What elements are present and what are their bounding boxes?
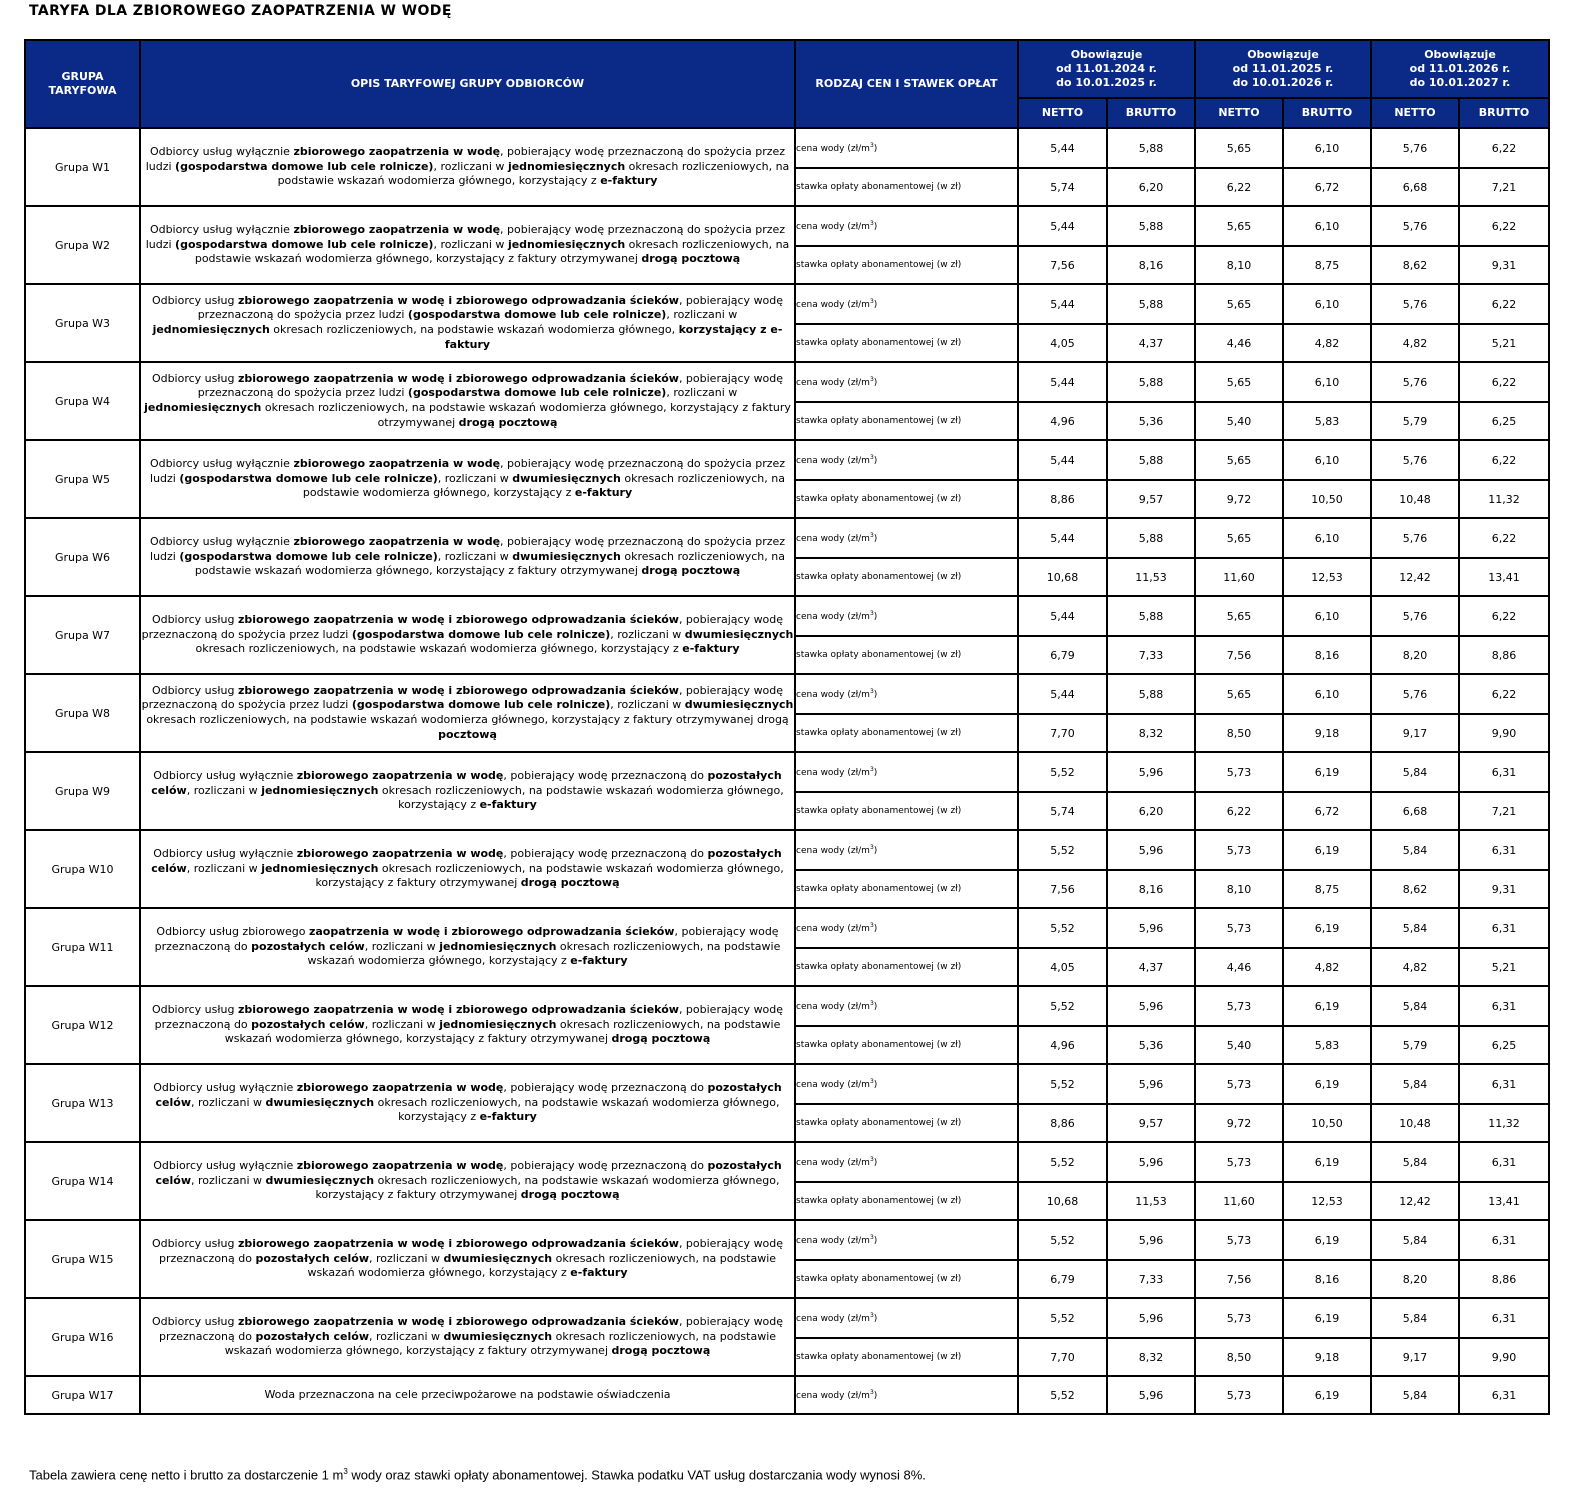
water-price-brutto: 6,31 (1459, 986, 1549, 1026)
rate-label-water: cena wody $(zł/m^3)$ (795, 674, 1018, 714)
water-price-brutto: 6,31 (1459, 830, 1549, 870)
rate-label-subscription: stawka opłaty abonamentowej (w zł) (795, 402, 1018, 440)
subscription-fee-netto: 8,50 (1195, 1338, 1283, 1376)
water-price-brutto: 6,31 (1459, 1298, 1549, 1338)
water-price-brutto: 6,19 (1283, 1220, 1371, 1260)
table-row (25, 1298, 1549, 1338)
water-price-brutto: 6,10 (1283, 206, 1371, 246)
group-description: Odbiorcy usług wyłącznie zbiorowego zaopatrzenia w wodę, pobierający wodę przeznaczoną do pozostałych celów, rozliczani w dwumiesięcznych okresach rozliczeniowych, na podstawie wskazań wodomierza głównego, korzystający z e-faktury (140, 1064, 795, 1142)
rate-label-water: cena wody $(zł/m^3)$ (795, 752, 1018, 792)
subscription-fee-netto: 6,68 (1371, 792, 1459, 830)
water-price-netto: 5,73 (1195, 1298, 1283, 1338)
subscription-fee-brutto: 11,32 (1459, 1104, 1549, 1142)
table-row (25, 830, 1549, 870)
table-row (25, 1220, 1549, 1260)
rate-label-subscription: stawka opłaty abonamentowej (w zł) (795, 792, 1018, 830)
water-price-netto: 5,84 (1371, 752, 1459, 792)
group-description: Odbiorcy usług wyłącznie zbiorowego zaopatrzenia w wodę, pobierający wodę przeznaczoną do pozostałych celów, rozliczani w dwumiesięcznych okresach rozliczeniowych, na podstawie wskazań wodomierza głównego, korzystający z faktury otrzymywanej drogą pocztową (140, 1142, 795, 1220)
subscription-fee-brutto: 8,16 (1283, 1260, 1371, 1298)
water-price-brutto: 5,96 (1107, 1220, 1195, 1260)
subscription-fee-netto: 4,46 (1195, 948, 1283, 986)
table-row (25, 674, 1549, 714)
tariff-group-label: Grupa W13 (25, 1064, 140, 1142)
header-netto: NETTO (1195, 98, 1283, 128)
subscription-fee-brutto: 10,50 (1283, 480, 1371, 518)
water-price-brutto: 6,31 (1459, 1376, 1549, 1414)
header-rate-type: RODZAJ CEN I STAWEK OPŁAT (795, 40, 1018, 128)
water-price-netto: 5,76 (1371, 518, 1459, 558)
header-brutto: BRUTTO (1283, 98, 1371, 128)
subscription-fee-brutto: 6,72 (1283, 168, 1371, 206)
group-description: Odbiorcy usług wyłącznie zbiorowego zaopatrzenia w wodę, pobierający wodę przeznaczoną do spożycia przez ludzi (gospodarstwa domowe lub cele rolnicze), rozliczani w dwumiesięcznych okresach rozliczeniowych, na podstawie wodomierza głównego, korzystający z e-faktury (140, 440, 795, 518)
subscription-fee-netto: 4,96 (1018, 1026, 1107, 1064)
subscription-fee-netto: 6,68 (1371, 168, 1459, 206)
subscription-fee-netto: 9,17 (1371, 1338, 1459, 1376)
subscription-fee-netto: 5,74 (1018, 168, 1107, 206)
water-price-netto: 5,52 (1018, 1220, 1107, 1260)
rate-label-subscription: stawka opłaty abonamentowej (w zł) (795, 480, 1018, 518)
group-description: Odbiorcy usług zbiorowego zaopatrzenia w wodę i zbiorowego odprowadzania ścieków, pobierający wodę przeznaczoną do spożycia przez ludzi (gospodarstwa domowe lub cele rolnicze), rozliczani w dwumiesięcznych okresach rozliczeniowych, na podstawie wskazań wodomierza głównego, korzystający z faktury otrzymywanej drogą pocztową (140, 674, 795, 752)
subscription-fee-brutto: 10,50 (1283, 1104, 1371, 1142)
water-price-netto: 5,65 (1195, 518, 1283, 558)
table-row (25, 206, 1549, 246)
subscription-fee-brutto: 5,83 (1283, 402, 1371, 440)
rate-label-water: cena wody $(zł/m^3)$ (795, 206, 1018, 246)
rate-label-subscription: stawka opłaty abonamentowej (w zł) (795, 870, 1018, 908)
water-price-brutto: 6,31 (1459, 908, 1549, 948)
water-price-netto: 5,52 (1018, 908, 1107, 948)
water-price-netto: 5,84 (1371, 908, 1459, 948)
water-price-brutto: 6,19 (1283, 830, 1371, 870)
footnote: Tabela zawiera cenę netto i brutto za dostarczenie 1 $m^3$ wody oraz stawki opłaty abonamentowej. Stawka podatku VAT usług dostarczania wody wynosi 8%. (29, 1467, 926, 1483)
water-price-netto: 5,84 (1371, 830, 1459, 870)
subscription-fee-brutto: 9,31 (1459, 870, 1549, 908)
subscription-fee-brutto: 8,75 (1283, 246, 1371, 284)
water-price-netto: 5,73 (1195, 1064, 1283, 1104)
water-price-netto: 5,44 (1018, 284, 1107, 324)
subscription-fee-brutto: 8,16 (1107, 246, 1195, 284)
rate-label-water: cena wody $(zł/m^3)$ (795, 830, 1018, 870)
subscription-fee-netto: 6,79 (1018, 636, 1107, 674)
subscription-fee-netto: 5,74 (1018, 792, 1107, 830)
water-price-brutto: 6,10 (1283, 362, 1371, 402)
water-price-brutto: 6,22 (1459, 518, 1549, 558)
water-price-netto: 5,73 (1195, 1220, 1283, 1260)
water-price-brutto: 5,96 (1107, 830, 1195, 870)
water-price-netto: 5,76 (1371, 596, 1459, 636)
subscription-fee-netto: 6,22 (1195, 792, 1283, 830)
subscription-fee-brutto: 8,16 (1107, 870, 1195, 908)
rate-label-water: cena wody $(zł/m^3)$ (795, 1376, 1018, 1414)
header-netto: NETTO (1018, 98, 1107, 128)
water-price-netto: 5,65 (1195, 596, 1283, 636)
tariff-group-label: Grupa W10 (25, 830, 140, 908)
subscription-fee-netto: 11,60 (1195, 558, 1283, 596)
water-price-brutto: 6,19 (1283, 986, 1371, 1026)
subscription-fee-netto: 5,40 (1195, 1026, 1283, 1064)
subscription-fee-brutto: 13,41 (1459, 558, 1549, 596)
subscription-fee-brutto: 5,21 (1459, 948, 1549, 986)
subscription-fee-brutto: 11,53 (1107, 1182, 1195, 1220)
subscription-fee-netto: 5,40 (1195, 402, 1283, 440)
rate-label-subscription: stawka opłaty abonamentowej (w zł) (795, 714, 1018, 752)
table-row (25, 908, 1549, 948)
subscription-fee-brutto: 4,37 (1107, 948, 1195, 986)
table-row (25, 986, 1549, 1026)
water-price-brutto: 5,96 (1107, 1298, 1195, 1338)
tariff-body (25, 128, 1549, 1414)
water-price-netto: 5,65 (1195, 128, 1283, 168)
water-price-netto: 5,65 (1195, 284, 1283, 324)
water-price-brutto: 6,22 (1459, 284, 1549, 324)
water-price-brutto: 6,10 (1283, 284, 1371, 324)
subscription-fee-brutto: 5,21 (1459, 324, 1549, 362)
group-description: Odbiorcy usług zbiorowego zaopatrzenia w wodę i zbiorowego odprowadzania ścieków, pobierający wodę przeznaczoną do spożycia przez ludzi (gospodarstwa domowe lub cele rolnicze), rozliczani w jednomiesięcznych okresach rozliczeniowych, na podstawie wskazań wodomierza głównego, korzystający z e-faktury (140, 284, 795, 362)
document-title: TARYFA DLA ZBIOROWEGO ZAOPATRZENIA W WODĘ (29, 3, 452, 19)
subscription-fee-brutto: 12,53 (1283, 1182, 1371, 1220)
subscription-fee-brutto: 13,41 (1459, 1182, 1549, 1220)
subscription-fee-netto: 7,56 (1195, 1260, 1283, 1298)
subscription-fee-netto: 4,05 (1018, 324, 1107, 362)
water-price-netto: 5,44 (1018, 206, 1107, 246)
subscription-fee-brutto: 4,37 (1107, 324, 1195, 362)
water-price-brutto: 6,10 (1283, 440, 1371, 480)
subscription-fee-netto: 7,56 (1018, 246, 1107, 284)
water-price-brutto: 5,96 (1107, 1142, 1195, 1182)
table-row (25, 284, 1549, 324)
subscription-fee-brutto: 9,31 (1459, 246, 1549, 284)
subscription-fee-netto: 10,68 (1018, 558, 1107, 596)
water-price-netto: 5,84 (1371, 1376, 1459, 1414)
tariff-group-label: Grupa W12 (25, 986, 140, 1064)
subscription-fee-brutto: 6,20 (1107, 168, 1195, 206)
subscription-fee-netto: 10,48 (1371, 480, 1459, 518)
water-price-netto: 5,73 (1195, 1376, 1283, 1414)
water-price-netto: 5,76 (1371, 206, 1459, 246)
water-price-brutto: 5,88 (1107, 440, 1195, 480)
tariff-group-label: Grupa W14 (25, 1142, 140, 1220)
water-price-brutto: 5,96 (1107, 1376, 1195, 1414)
group-description: Odbiorcy usług wyłącznie zbiorowego zaopatrzenia w wodę, pobierający wodę przeznaczoną do pozostałych celów, rozliczani w jednomiesięcznych okresach rozliczeniowych, na podstawie wskazań wodomierza głównego, korzystający z e-faktury (140, 752, 795, 830)
subscription-fee-netto: 7,56 (1195, 636, 1283, 674)
subscription-fee-brutto: 5,36 (1107, 402, 1195, 440)
water-price-netto: 5,76 (1371, 440, 1459, 480)
water-price-brutto: 6,22 (1459, 596, 1549, 636)
water-price-brutto: 6,19 (1283, 1142, 1371, 1182)
subscription-fee-brutto: 8,32 (1107, 714, 1195, 752)
rate-label-subscription: stawka opłaty abonamentowej (w zł) (795, 558, 1018, 596)
water-price-netto: 5,44 (1018, 518, 1107, 558)
subscription-fee-netto: 4,82 (1371, 324, 1459, 362)
water-price-netto: 5,73 (1195, 1142, 1283, 1182)
water-price-brutto: 5,88 (1107, 206, 1195, 246)
rate-label-subscription: stawka opłaty abonamentowej (w zł) (795, 1338, 1018, 1376)
water-price-brutto: 5,88 (1107, 518, 1195, 558)
header-brutto: BRUTTO (1459, 98, 1549, 128)
tariff-table (24, 39, 1550, 1415)
subscription-fee-netto: 12,42 (1371, 558, 1459, 596)
subscription-fee-netto: 8,20 (1371, 1260, 1459, 1298)
subscription-fee-netto: 8,86 (1018, 480, 1107, 518)
rate-label-subscription: stawka opłaty abonamentowej (w zł) (795, 948, 1018, 986)
water-price-netto: 5,65 (1195, 440, 1283, 480)
water-price-netto: 5,73 (1195, 830, 1283, 870)
water-price-netto: 5,44 (1018, 440, 1107, 480)
table-row (25, 1064, 1549, 1104)
water-price-brutto: 6,10 (1283, 674, 1371, 714)
water-price-netto: 5,65 (1195, 362, 1283, 402)
water-price-brutto: 6,19 (1283, 752, 1371, 792)
water-price-brutto: 6,31 (1459, 1220, 1549, 1260)
subscription-fee-netto: 7,56 (1018, 870, 1107, 908)
water-price-brutto: 5,96 (1107, 752, 1195, 792)
table-row (25, 518, 1549, 558)
rate-label-subscription: stawka opłaty abonamentowej (w zł) (795, 1182, 1018, 1220)
subscription-fee-brutto: 9,57 (1107, 1104, 1195, 1142)
subscription-fee-brutto: 7,33 (1107, 636, 1195, 674)
water-price-netto: 5,84 (1371, 986, 1459, 1026)
subscription-fee-brutto: 8,16 (1283, 636, 1371, 674)
water-price-netto: 5,44 (1018, 128, 1107, 168)
tariff-group-label: Grupa W2 (25, 206, 140, 284)
water-price-brutto: 6,31 (1459, 1064, 1549, 1104)
tariff-group-label: Grupa W6 (25, 518, 140, 596)
tariff-group-label: Grupa W16 (25, 1298, 140, 1376)
water-price-brutto: 6,10 (1283, 518, 1371, 558)
rate-label-water: cena wody $(zł/m^3)$ (795, 1220, 1018, 1260)
water-price-netto: 5,44 (1018, 596, 1107, 636)
subscription-fee-brutto: 8,75 (1283, 870, 1371, 908)
tariff-group-label: Grupa W17 (25, 1376, 140, 1414)
water-price-netto: 5,76 (1371, 128, 1459, 168)
water-price-brutto: 6,10 (1283, 128, 1371, 168)
subscription-fee-netto: 8,10 (1195, 870, 1283, 908)
rate-label-subscription: stawka opłaty abonamentowej (w zł) (795, 1026, 1018, 1064)
subscription-fee-netto: 9,17 (1371, 714, 1459, 752)
subscription-fee-brutto: 12,53 (1283, 558, 1371, 596)
water-price-netto: 5,84 (1371, 1064, 1459, 1104)
subscription-fee-brutto: 7,21 (1459, 792, 1549, 830)
table-row (25, 440, 1549, 480)
table-row (25, 596, 1549, 636)
rate-label-water: cena wody $(zł/m^3)$ (795, 1298, 1018, 1338)
rate-label-water: cena wody $(zł/m^3)$ (795, 908, 1018, 948)
subscription-fee-netto: 4,82 (1371, 948, 1459, 986)
subscription-fee-netto: 9,72 (1195, 480, 1283, 518)
water-price-brutto: 5,88 (1107, 674, 1195, 714)
water-price-netto: 5,65 (1195, 206, 1283, 246)
rate-label-subscription: stawka opłaty abonamentowej (w zł) (795, 324, 1018, 362)
water-price-netto: 5,52 (1018, 1298, 1107, 1338)
water-price-brutto: 6,31 (1459, 752, 1549, 792)
water-price-netto: 5,44 (1018, 674, 1107, 714)
water-price-netto: 5,84 (1371, 1298, 1459, 1338)
header-period-2026: Obowiązuje od 11.01.2026 r. do 10.01.2027 r. (1371, 40, 1549, 98)
water-price-brutto: 5,96 (1107, 1064, 1195, 1104)
subscription-fee-brutto: 8,32 (1107, 1338, 1195, 1376)
water-price-brutto: 5,96 (1107, 908, 1195, 948)
table-row (25, 1376, 1549, 1414)
rate-label-water: cena wody $(zł/m^3)$ (795, 362, 1018, 402)
subscription-fee-netto: 4,96 (1018, 402, 1107, 440)
tariff-group-label: Grupa W9 (25, 752, 140, 830)
water-price-netto: 5,65 (1195, 674, 1283, 714)
table-row (25, 362, 1549, 402)
tariff-group-label: Grupa W5 (25, 440, 140, 518)
subscription-fee-brutto: 6,25 (1459, 402, 1549, 440)
subscription-fee-brutto: 6,72 (1283, 792, 1371, 830)
water-price-brutto: 6,10 (1283, 596, 1371, 636)
rate-label-subscription: stawka opłaty abonamentowej (w zł) (795, 1260, 1018, 1298)
subscription-fee-brutto: 9,18 (1283, 714, 1371, 752)
water-price-netto: 5,84 (1371, 1220, 1459, 1260)
water-price-brutto: 5,88 (1107, 284, 1195, 324)
subscription-fee-brutto: 9,57 (1107, 480, 1195, 518)
rate-label-water: cena wody $(zł/m^3)$ (795, 518, 1018, 558)
water-price-netto: 5,52 (1018, 1142, 1107, 1182)
water-price-netto: 5,76 (1371, 674, 1459, 714)
water-price-netto: 5,76 (1371, 284, 1459, 324)
subscription-fee-netto: 4,46 (1195, 324, 1283, 362)
subscription-fee-netto: 8,20 (1371, 636, 1459, 674)
group-description: Odbiorcy usług wyłącznie zbiorowego zaopatrzenia w wodę, pobierający wodę przeznaczoną do pozostałych celów, rozliczani w jednomiesięcznych okresach rozliczeniowych, na podstawie wskazań wodomierza głównego, korzystający z faktury otrzymywanej drogą pocztową (140, 830, 795, 908)
subscription-fee-brutto: 9,18 (1283, 1338, 1371, 1376)
subscription-fee-netto: 8,62 (1371, 870, 1459, 908)
water-price-netto: 5,76 (1371, 362, 1459, 402)
subscription-fee-netto: 11,60 (1195, 1182, 1283, 1220)
water-price-brutto: 5,88 (1107, 128, 1195, 168)
tariff-group-label: Grupa W15 (25, 1220, 140, 1298)
water-price-netto: 5,73 (1195, 908, 1283, 948)
water-price-brutto: 5,88 (1107, 362, 1195, 402)
subscription-fee-netto: 4,05 (1018, 948, 1107, 986)
subscription-fee-netto: 10,48 (1371, 1104, 1459, 1142)
water-price-netto: 5,73 (1195, 752, 1283, 792)
group-description: Woda przeznaczona na cele przeciwpożarowe na podstawie oświadczenia (140, 1376, 795, 1414)
subscription-fee-netto: 6,79 (1018, 1260, 1107, 1298)
group-description: Odbiorcy usług wyłącznie zbiorowego zaopatrzenia w wodę, pobierający wodę przeznaczoną do spożycia przez ludzi (gospodarstwa domowe lub cele rolnicze), rozliczani w dwumiesięcznych okresach rozliczeniowych, na podstawie wskazań wodomierza głównego, korzystający z faktury otrzymywanej drogą pocztową (140, 518, 795, 596)
water-price-brutto: 6,22 (1459, 206, 1549, 246)
rate-label-water: cena wody $(zł/m^3)$ (795, 986, 1018, 1026)
water-price-netto: 5,52 (1018, 752, 1107, 792)
header-group: GRUPA TARYFOWA (25, 40, 140, 128)
subscription-fee-brutto: 7,21 (1459, 168, 1549, 206)
water-price-brutto: 6,22 (1459, 128, 1549, 168)
water-price-netto: 5,84 (1371, 1142, 1459, 1182)
water-price-brutto: 6,22 (1459, 674, 1549, 714)
subscription-fee-brutto: 5,36 (1107, 1026, 1195, 1064)
subscription-fee-brutto: 6,20 (1107, 792, 1195, 830)
subscription-fee-brutto: 7,33 (1107, 1260, 1195, 1298)
rate-label-water: cena wody $(zł/m^3)$ (795, 284, 1018, 324)
water-price-brutto: 6,19 (1283, 1376, 1371, 1414)
subscription-fee-brutto: 9,90 (1459, 1338, 1549, 1376)
tariff-group-label: Grupa W8 (25, 674, 140, 752)
water-price-netto: 5,73 (1195, 986, 1283, 1026)
water-price-netto: 5,52 (1018, 986, 1107, 1026)
subscription-fee-brutto: 5,83 (1283, 1026, 1371, 1064)
table-row (25, 752, 1549, 792)
header-description: OPIS TARYFOWEJ GRUPY ODBIORCÓW (140, 40, 795, 128)
tariff-group-label: Grupa W7 (25, 596, 140, 674)
subscription-fee-brutto: 8,86 (1459, 1260, 1549, 1298)
subscription-fee-netto: 8,10 (1195, 246, 1283, 284)
rate-label-subscription: stawka opłaty abonamentowej (w zł) (795, 1104, 1018, 1142)
water-price-brutto: 5,96 (1107, 986, 1195, 1026)
water-price-brutto: 6,22 (1459, 362, 1549, 402)
water-price-netto: 5,52 (1018, 1376, 1107, 1414)
header-period-2024: Obowiązuje od 11.01.2024 r. do 10.01.2025 r. (1018, 40, 1195, 98)
tariff-group-label: Grupa W3 (25, 284, 140, 362)
header-brutto: BRUTTO (1107, 98, 1195, 128)
water-price-netto: 5,52 (1018, 830, 1107, 870)
subscription-fee-brutto: 6,25 (1459, 1026, 1549, 1064)
group-description: Odbiorcy usług zbiorowego zaopatrzenia w wodę i zbiorowego odprowadzania ścieków, pobierający wodę przeznaczoną do pozostałych celów, rozliczani w jednomiesięcznych okresach rozliczeniowych, na podstawie wskazań wodomierza głównego, korzystający z faktury otrzymywanej drogą pocztową (140, 986, 795, 1064)
subscription-fee-netto: 8,62 (1371, 246, 1459, 284)
subscription-fee-brutto: 8,86 (1459, 636, 1549, 674)
water-price-netto: 5,44 (1018, 362, 1107, 402)
subscription-fee-netto: 8,86 (1018, 1104, 1107, 1142)
subscription-fee-netto: 9,72 (1195, 1104, 1283, 1142)
water-price-brutto: 5,88 (1107, 596, 1195, 636)
subscription-fee-netto: 8,50 (1195, 714, 1283, 752)
group-description: Odbiorcy usług zbiorowego zaopatrzenia w wodę i zbiorowego odprowadzania ścieków, pobierający wodę przeznaczoną do pozostałych celów, rozliczani w dwumiesięcznych okresach rozliczeniowych, na podstawie wskazań wodomierza głównego, korzystający z faktury otrzymywanej drogą pocztową (140, 1298, 795, 1376)
rate-label-subscription: stawka opłaty abonamentowej (w zł) (795, 636, 1018, 674)
subscription-fee-netto: 7,70 (1018, 1338, 1107, 1376)
subscription-fee-brutto: 11,32 (1459, 480, 1549, 518)
group-description: Odbiorcy usług zbiorowego zaopatrzenia w wodę i zbiorowego odprowadzania ścieków, pobierający wodę przeznaczoną do pozostałych celów, rozliczani w dwumiesięcznych okresach rozliczeniowych, na podstawie wskazań wodomierza głównego, korzystający z e-faktury (140, 1220, 795, 1298)
group-description: Odbiorcy usług wyłącznie zbiorowego zaopatrzenia w wodę, pobierający wodę przeznaczoną do spożycia przez ludzi (gospodarstwa domowe lub cele rolnicze), rozliczani w jednomiesięcznych okresach rozliczeniowych, na podstawie wskazań wodomierza głównego, korzystający z e-faktury (140, 128, 795, 206)
header-netto: NETTO (1371, 98, 1459, 128)
subscription-fee-netto: 6,22 (1195, 168, 1283, 206)
group-description: Odbiorcy usług wyłącznie zbiorowego zaopatrzenia w wodę, pobierający wodę przeznaczoną do spożycia przez ludzi (gospodarstwa domowe lub cele rolnicze), rozliczani w jednomiesięcznych okresach rozliczeniowych, na podstawie wskazań wodomierza głównego, korzystający z faktury otrzymywanej drogą pocztową (140, 206, 795, 284)
subscription-fee-brutto: 9,90 (1459, 714, 1549, 752)
subscription-fee-brutto: 4,82 (1283, 948, 1371, 986)
water-price-brutto: 6,22 (1459, 440, 1549, 480)
table-row (25, 1142, 1549, 1182)
rate-label-water: cena wody $(zł/m^3)$ (795, 440, 1018, 480)
subscription-fee-brutto: 11,53 (1107, 558, 1195, 596)
rate-label-water: cena wody $(zł/m^3)$ (795, 128, 1018, 168)
subscription-fee-netto: 7,70 (1018, 714, 1107, 752)
rate-label-water: cena wody $(zł/m^3)$ (795, 1064, 1018, 1104)
subscription-fee-netto: 5,79 (1371, 1026, 1459, 1064)
table-row (25, 128, 1549, 168)
tariff-group-label: Grupa W4 (25, 362, 140, 440)
water-price-brutto: 6,19 (1283, 1064, 1371, 1104)
group-description: Odbiorcy usług zbiorowego zaopatrzenia w wodę i zbiorowego odprowadzania ścieków, pobierający wodę przeznaczoną do spożycia przez ludzi (gospodarstwa domowe lub cele rolnicze), rozliczani w jednomiesięcznych okresach rozliczeniowych, na podstawie wskazań wodomierza głównego, korzystający z faktury otrzymywanej drogą pocztową (140, 362, 795, 440)
rate-label-subscription: stawka opłaty abonamentowej (w zł) (795, 246, 1018, 284)
rate-label-water: cena wody $(zł/m^3)$ (795, 1142, 1018, 1182)
tariff-group-label: Grupa W1 (25, 128, 140, 206)
water-price-netto: 5,52 (1018, 1064, 1107, 1104)
group-description: Odbiorcy usług zbiorowego zaopatrzenia w wodę i zbiorowego odprowadzania ścieków, pobierający wodę przeznaczoną do pozostałych celów, rozliczani w jednomiesięcznych okresach rozliczeniowych, na podstawie wskazań wodomierza głównego, korzystający z e-faktury (140, 908, 795, 986)
group-description: Odbiorcy usług zbiorowego zaopatrzenia w wodę i zbiorowego odprowadzania ścieków, pobierający wodę przeznaczoną do spożycia przez ludzi (gospodarstwa domowe lub cele rolnicze), rozliczani w dwumiesięcznych okresach rozliczeniowych, na podstawie wskazań wodomierza głównego, korzystający z e-faktury (140, 596, 795, 674)
rate-label-water: cena wody $(zł/m^3)$ (795, 596, 1018, 636)
rate-label-subscription: stawka opłaty abonamentowej (w zł) (795, 168, 1018, 206)
subscription-fee-netto: 12,42 (1371, 1182, 1459, 1220)
water-price-brutto: 6,31 (1459, 1142, 1549, 1182)
subscription-fee-netto: 5,79 (1371, 402, 1459, 440)
subscription-fee-brutto: 4,82 (1283, 324, 1371, 362)
header-period-2025: Obowiązuje od 11.01.2025 r. do 10.01.2026 r. (1195, 40, 1371, 98)
water-price-brutto: 6,19 (1283, 908, 1371, 948)
water-price-brutto: 6,19 (1283, 1298, 1371, 1338)
subscription-fee-netto: 10,68 (1018, 1182, 1107, 1220)
tariff-group-label: Grupa W11 (25, 908, 140, 986)
